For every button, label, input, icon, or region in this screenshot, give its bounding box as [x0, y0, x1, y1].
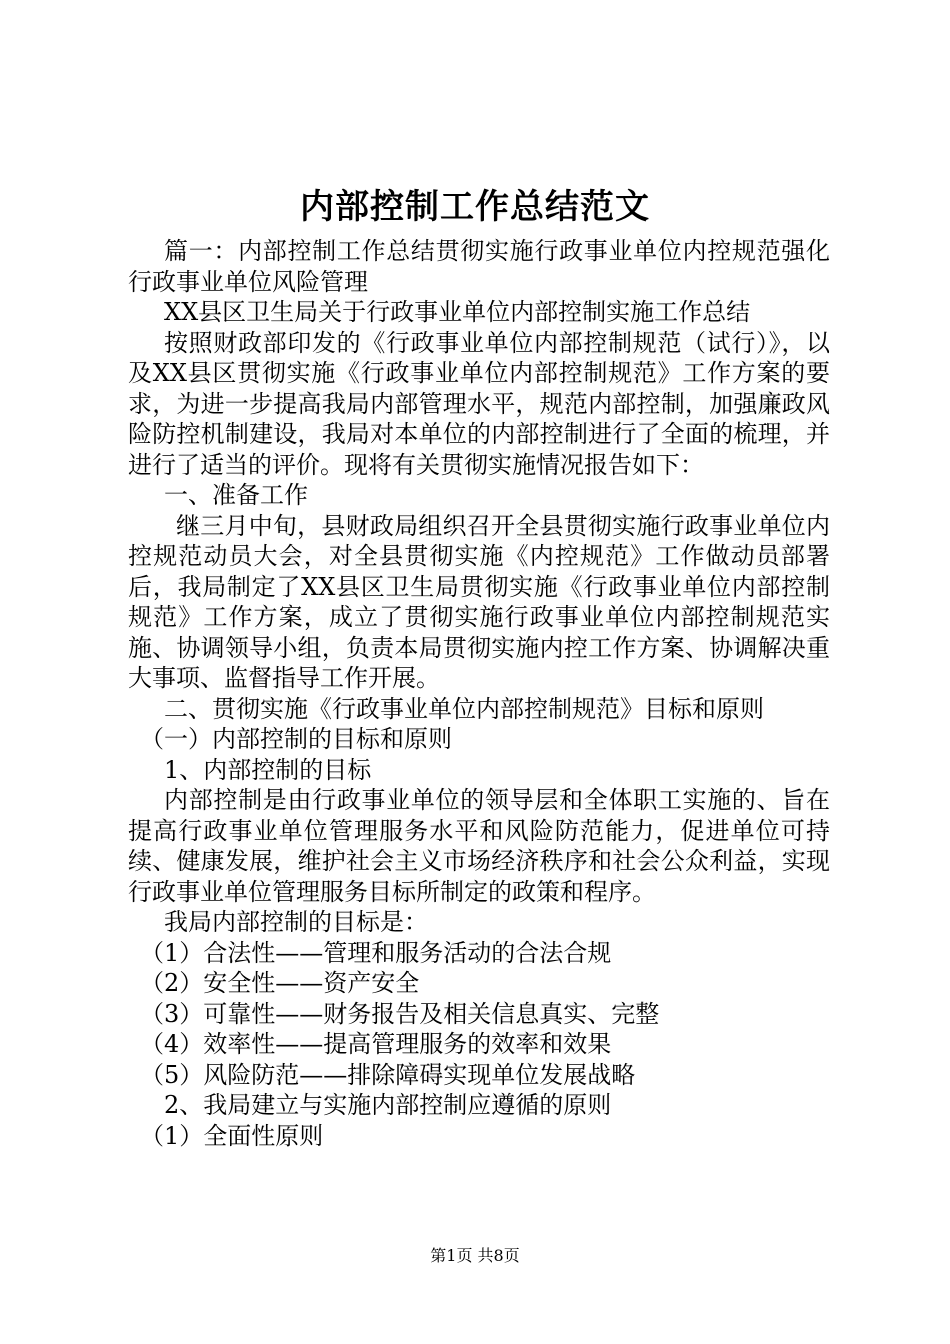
page-number-footer: 第1页 共8页: [430, 1246, 520, 1265]
paragraph-section-one-heading: 一、准备工作: [164, 481, 308, 509]
document-title: 内部控制工作总结范文: [300, 187, 650, 227]
paragraph-our-goals: 我局内部控制的目标是：: [164, 908, 428, 936]
list-item-reliability: （3）可靠性——财务报告及相关信息真实、完整: [140, 999, 660, 1028]
list-item-comprehensiveness: （1）全面性原则: [140, 1121, 324, 1150]
list-item-legality: （1）合法性——管理和服务活动的合法合规: [140, 938, 612, 967]
list-item-safety: （2）安全性——资产安全: [140, 969, 420, 997]
paragraph-goals-heading: 1、内部控制的目标: [164, 755, 372, 784]
list-item-efficiency: （4）效率性——提高管理服务的效率和效果: [140, 1030, 612, 1058]
paragraph-goals-definition: 内部控制是由行政事业单位的领导层和全体职工实施的、旨在提高行政事业单位管理服务水平和风险防范能力，促进单位可持续、健康发展，维护社会主义市场经济秩序和社会公众利益，实现行政事业单位管理服务目标所制定的政策和程序。: [128, 786, 830, 906]
paragraph-subsection-one-heading: （一）内部控制的目标和原则: [140, 725, 452, 753]
document-body: [128, 236, 830, 1151]
paragraph-section-two-heading: 二、贯彻实施《行政事业单位内部控制规范》目标和原则: [164, 694, 764, 723]
list-item-risk-prevention: （5）风险防范——排除障碍实现单位发展战略: [140, 1060, 636, 1089]
paragraph-preparation: 继三月中旬，县财政局组织召开全县贯彻实施行政事业单位内控规范动员大会，对全县贯彻实施《内控规范》工作做动员部署后，我局制定了XX县区卫生局贯彻实施《行政事业单位内部控制规范》工作方案，成立了贯彻实施行政事业单位内部控制规范实施、协调领导小组，负责本局贯彻实施内控工作方案、协调解决重大事项、监督指导工作开展。: [128, 511, 830, 692]
paragraph-report-title: XX县区卫生局关于行政事业单位内部控制实施工作总结: [164, 298, 751, 326]
paragraph-principles-heading: 2、我局建立与实施内部控制应遵循的原则: [164, 1091, 612, 1119]
paragraph-introduction: 按照财政部印发的《行政事业单位内部控制规范（试行）》，以及XX县区贯彻实施《行政事业单位内部控制规范》工作方案的要求，为进一步提高我局内部管理水平，规范内部控制，加强廉政风险防控机制建设，我局对本单位的内部控制进行了全面的梳理，并进行了适当的评价。现将有关贯彻实施情况报告如下：: [128, 328, 830, 479]
paragraph-part-one-heading: 篇一：内部控制工作总结贯彻实施行政事业单位内控规范强化行政事业单位风险管理: [128, 237, 830, 296]
